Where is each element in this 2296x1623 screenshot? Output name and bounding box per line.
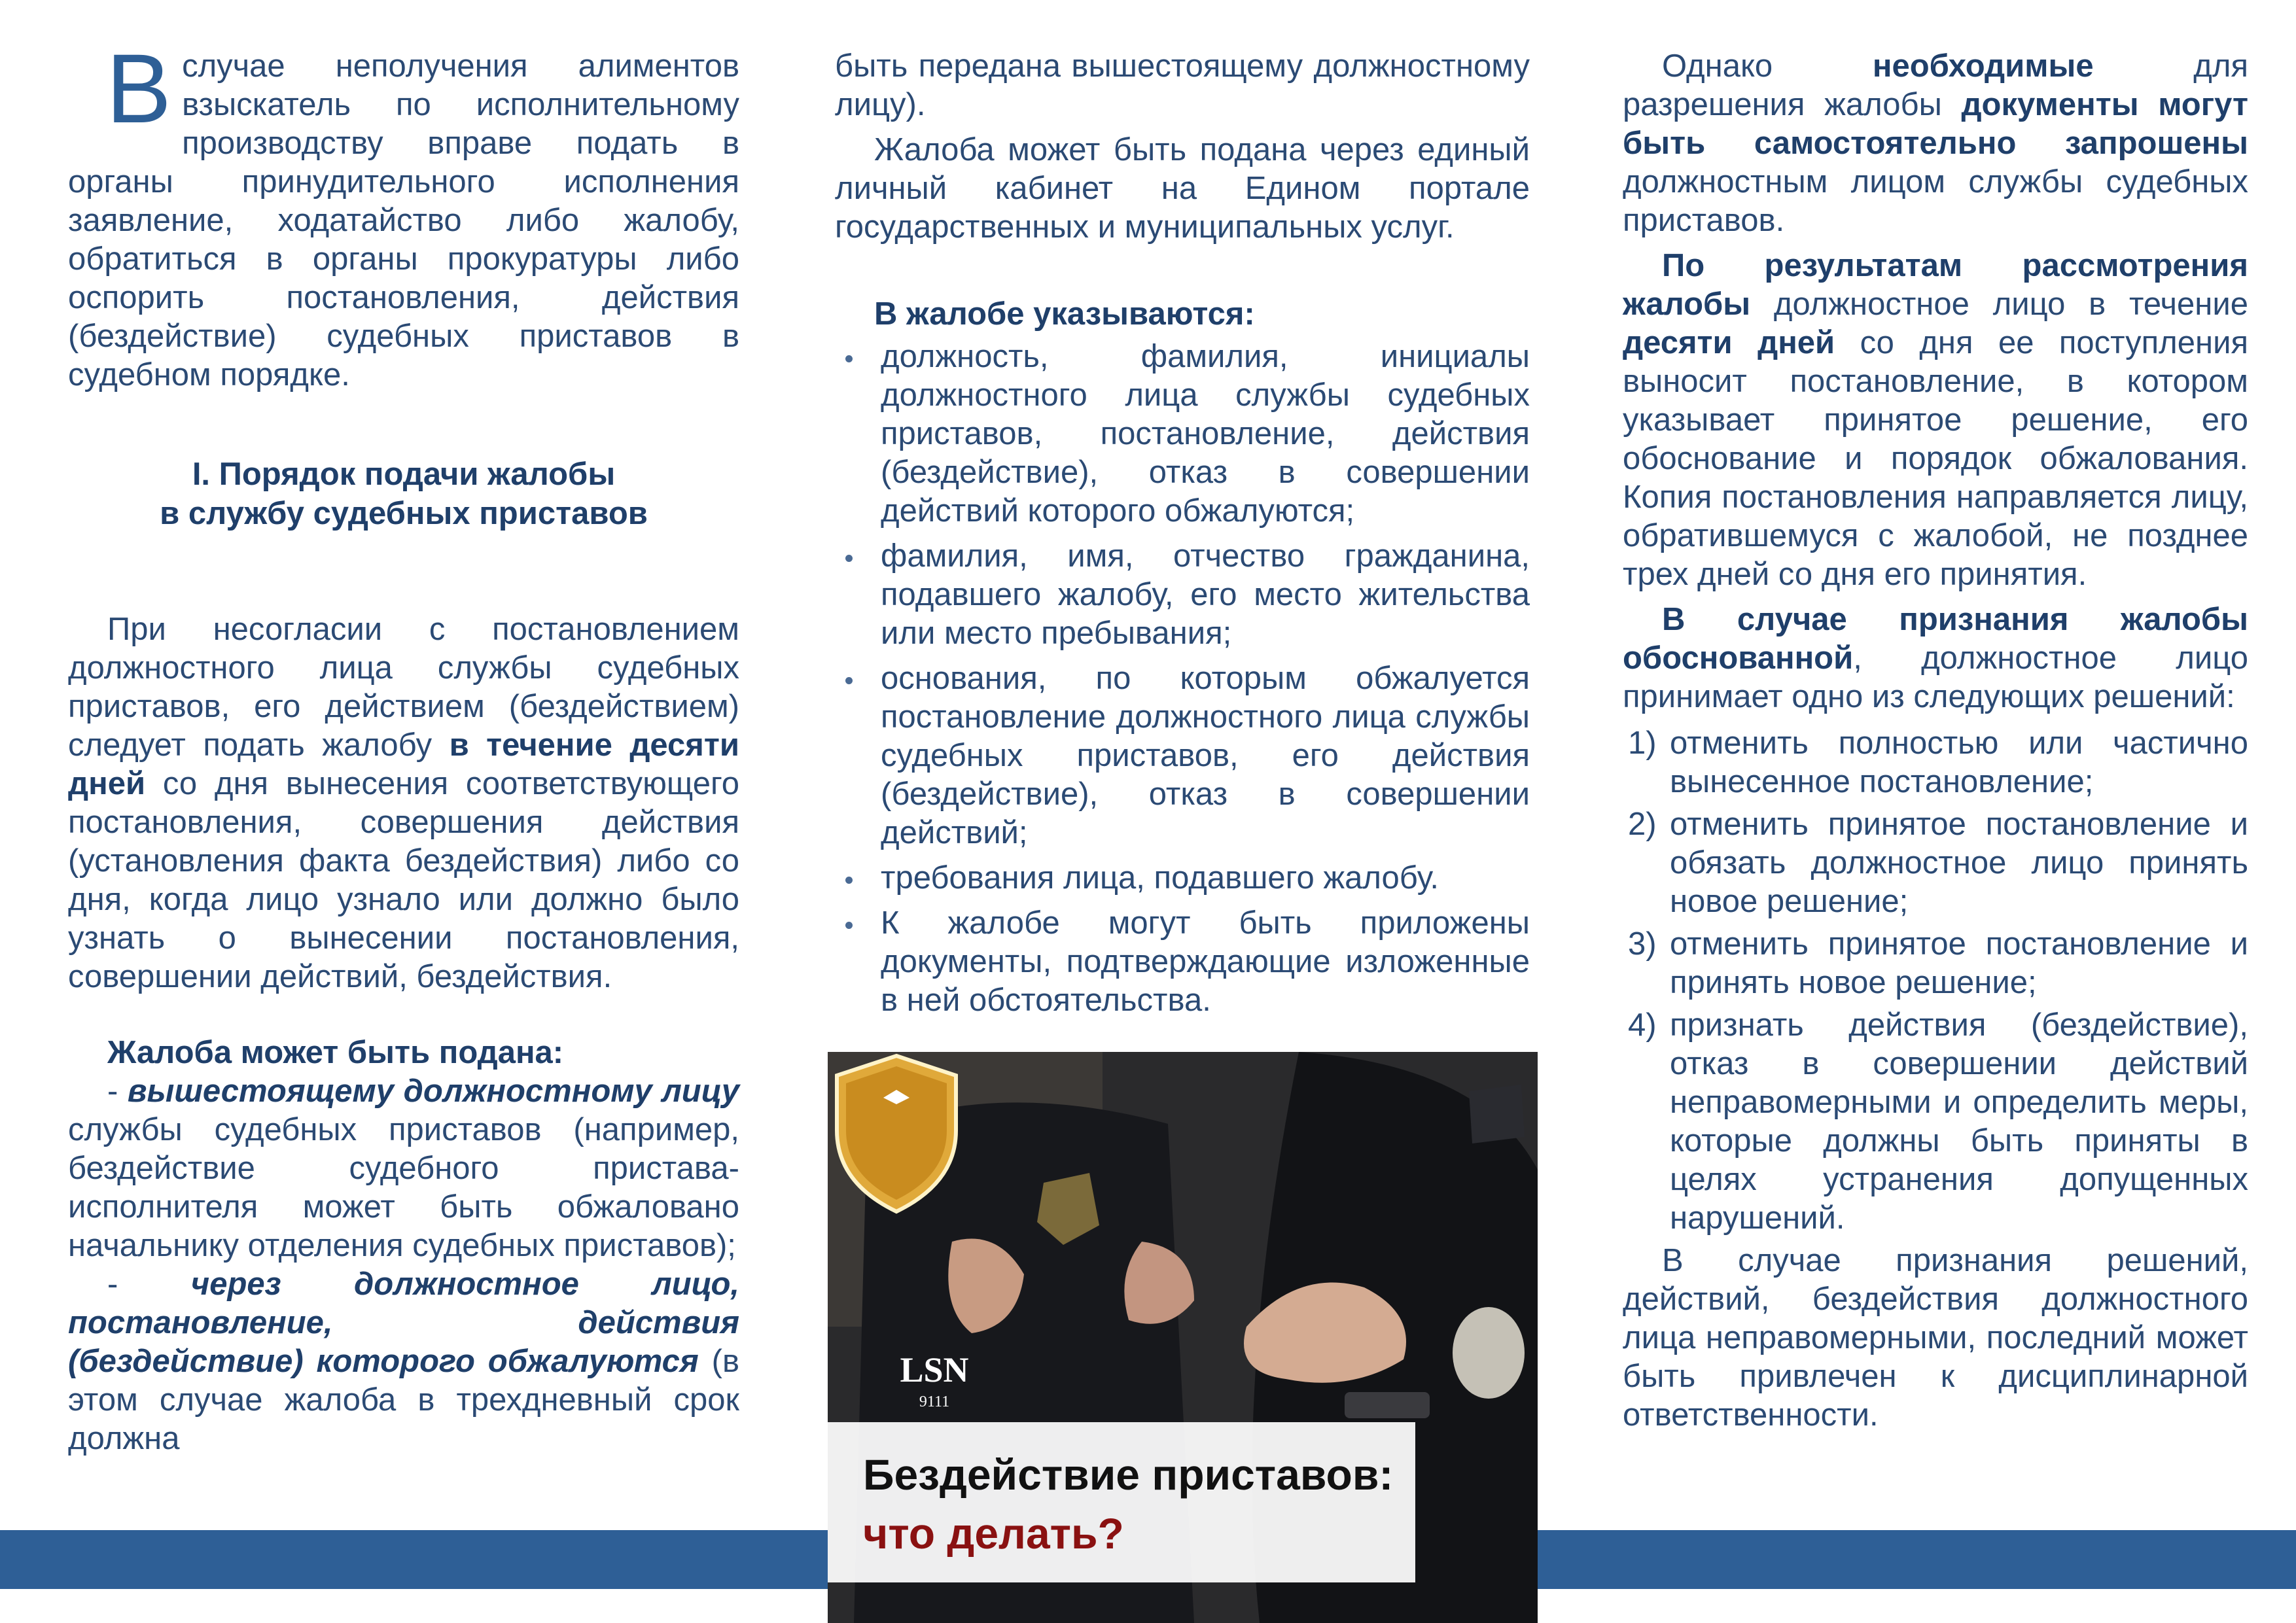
list-item: требования лица, подавшего жалобу.	[835, 859, 1530, 898]
list-item-text: отменить принятое постановление и принять новое решение;	[1670, 926, 2248, 1000]
submit-item-2-dash: -	[107, 1266, 191, 1302]
deadline-text-bold: в течение десяти дней	[68, 727, 739, 801]
list-item: фамилия, имя, отчество гражданина, подавшего жалобу, его место жительства или место пребывания;	[835, 537, 1530, 653]
submit-item-2-bold: через должностное лицо, постановление, действия (бездействие) которого обжалуются	[68, 1266, 739, 1379]
justified-text-a: В случае признания жалобы обоснованной	[1623, 602, 2248, 676]
photo-caption	[828, 1422, 1415, 1582]
deadline-paragraph	[68, 610, 739, 996]
justified-paragraph	[1623, 601, 2248, 716]
watch-icon	[1345, 1392, 1430, 1418]
submit-item-1-text: службы судебных приставов (например, бездействие судебного пристава-исполнителя может быть обжаловано начальнику отделения судебных приставов);	[68, 1112, 739, 1263]
submit-item-2	[68, 1265, 739, 1458]
logo-text: LSN	[900, 1350, 969, 1389]
list-item-number: 4)	[1628, 1007, 1657, 1043]
documents-paragraph	[1623, 47, 2248, 240]
caption-subtitle: что делать?	[863, 1509, 1124, 1558]
list-item	[1623, 1006, 2248, 1238]
complaint-content-subhead: В жалобе указываются:	[874, 296, 1255, 332]
review-text-a: По результатам рассмотрения жалобы	[1623, 248, 2248, 322]
list-item	[1623, 724, 2248, 801]
sleeve-emblem-icon	[1453, 1307, 1525, 1399]
list-item-number: 1)	[1628, 725, 1657, 761]
deadline-text-start: При несогласии с постановлением должностного лица службы судебных приставов, его действием (бездействием) следует подать жалобу	[68, 612, 739, 763]
list-item	[1623, 925, 2248, 1002]
section-heading-line1: I. Порядок подачи жалобы	[192, 457, 616, 492]
lsn-shield-icon	[828, 1052, 965, 1215]
review-text-d: со дня ее поступления выносит постановление, в котором указывает принятое решение, его обоснование и порядок обжалования. Копия постановления направляется лицу, обратившемуся с жалобой, не позднее трех дней со дня его принятия.	[1623, 325, 2248, 592]
list-item: должность, фамилия, инициалы должностного лица службы судебных приставов, постановление, действия (бездействие), отказ в совершении действий которого обжалуются;	[835, 338, 1530, 531]
submit-item-1-bold: вышестоящему должностному лицу	[127, 1073, 739, 1109]
logo-number: 9111	[919, 1393, 950, 1410]
drop-cap: В	[106, 33, 172, 143]
complaint-content-list	[835, 338, 1530, 1020]
documents-text-c: для разрешения жалобы	[1623, 48, 2248, 122]
list-item: основания, по которым обжалуется постановление должностного лица службы судебных приставов, его действия (бездействие), отказ в совершении действий;	[835, 659, 1530, 852]
documents-text-d: документы могут быть самостоятельно запрошены	[1623, 87, 2248, 161]
list-item-number: 2)	[1628, 807, 1657, 842]
column-middle	[835, 47, 1530, 1026]
documents-text-b: необходимые	[1872, 48, 2094, 84]
submit-item-2-text: (в этом случае жалоба в трехдневный срок должна	[68, 1344, 739, 1456]
documents-text-e: должностным лицом службы судебных приставов.	[1623, 164, 2248, 238]
list-item-text: отменить принятое постановление и обязать должностное лицо принять новое решение;	[1670, 807, 2248, 919]
column-left	[68, 33, 739, 1458]
justified-text-b: , должностное лицо принимает одно из следующих решений:	[1623, 640, 2248, 714]
list-item	[1623, 805, 2248, 921]
review-text-b: должностное лицо в течение	[1750, 287, 2248, 322]
cover-photo	[828, 1052, 1538, 1623]
section-heading-line2: в службу судебных приставов	[160, 496, 648, 531]
list-item-text: признать действия (бездействие), отказ в совершении действий неправомерными и определить меры, которые должны быть приняты в целях устранения допущенных нарушений.	[1670, 1007, 2248, 1236]
deadline-text-end: со дня вынесения соответствующего постановления, совершения действия (установления факта бездействия) либо со дня, когда лицо узнало или должно было узнать о вынесении постановления, совершении действий, бездействия.	[68, 766, 739, 994]
review-text-c: десяти дней	[1623, 325, 1835, 360]
final-paragraph: В случае признания решений, действий, бездействия должностного лица неправомерными, последний может быть привлечен к дисциплинарной ответственности.	[1623, 1243, 2248, 1433]
submit-item-1-dash: -	[107, 1073, 128, 1109]
submit-item-1	[68, 1072, 739, 1265]
intro-paragraph	[68, 33, 739, 394]
list-item-text: отменить полностью или частично вынесенное постановление;	[1670, 725, 2248, 799]
portal-paragraph: Жалоба может быть подана через единый личный кабинет на Едином портале государственных и муниципальных услуг.	[835, 132, 1530, 245]
list-item: К жалобе могут быть приложены документы, подтверждающие изложенные в ней обстоятельства.	[835, 904, 1530, 1020]
section-heading	[68, 455, 739, 533]
column-right	[1623, 47, 2248, 1435]
decisions-list	[1623, 724, 2248, 1238]
documents-text-a: Однако	[1662, 48, 1873, 84]
submit-subhead: Жалоба может быть подана:	[107, 1035, 564, 1070]
continuation-text: быть передана вышестоящему должностному лицу).	[835, 48, 1530, 122]
caption-title: Бездействие приставов:	[863, 1450, 1394, 1499]
list-item-number: 3)	[1628, 926, 1657, 962]
review-paragraph	[1623, 247, 2248, 594]
intro-text: случае неполучения алиментов взыскатель по исполнительному производству вправе подать в органы принудительного исполнения заявление, ходатайство либо жалобу, обратиться в органы прокуратуры либо оспорить постановления, действия (бездействие) судебных приставов в судебном порядке.	[68, 48, 739, 393]
